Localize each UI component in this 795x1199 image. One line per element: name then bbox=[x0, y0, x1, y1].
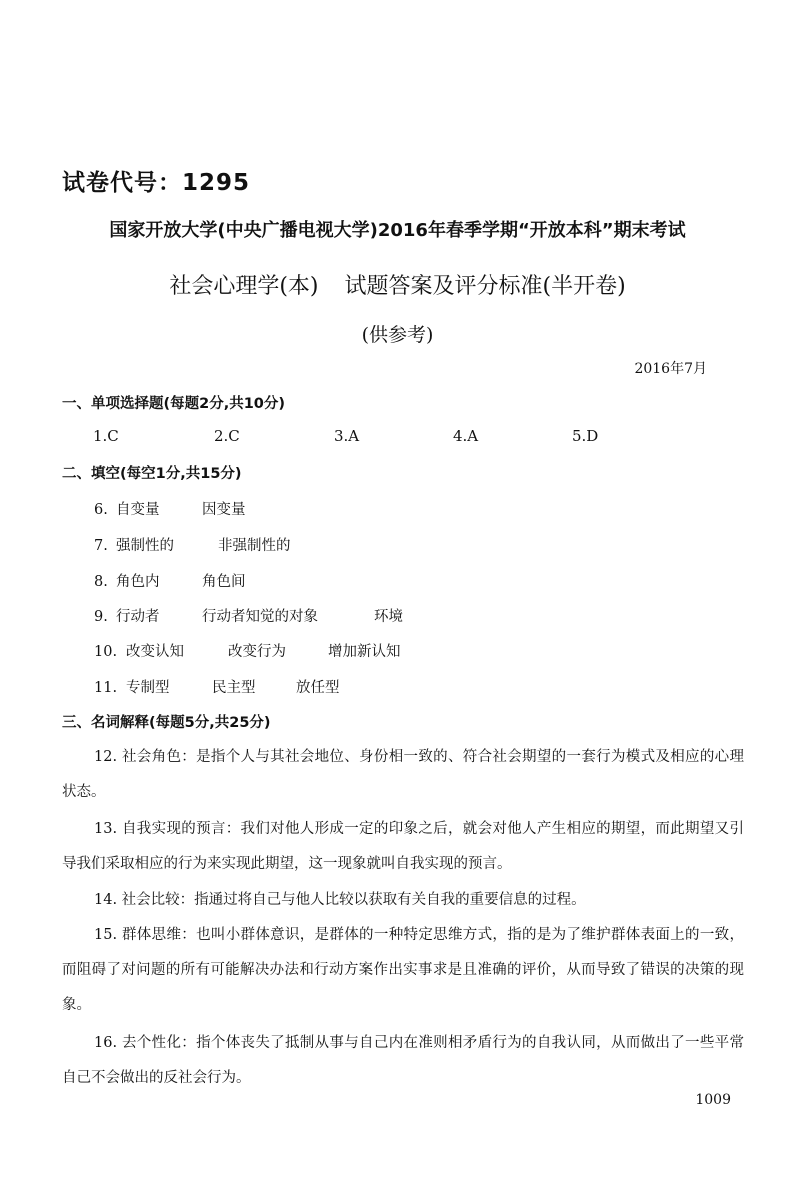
fill-item bbox=[94, 640, 401, 661]
item-number: 11. bbox=[94, 680, 118, 696]
reference-note: (供参考) bbox=[361, 324, 434, 346]
fill-answer: 自变量 bbox=[116, 502, 160, 518]
choice-answer: 1.C bbox=[93, 427, 119, 445]
fill-answer: 民主型 bbox=[212, 680, 256, 696]
choice-answer: 3.A bbox=[334, 427, 360, 445]
fill-answer: 角色间 bbox=[202, 574, 246, 590]
definition-item: 15. 群体思维：也叫小群体意识，是群体的一种特定思维方式，指的是为了维护群体表面上的一致，而阻碍了对问题的所有可能解决办法和行动方案作出实事求是且准确的评价，从而导致了错误的决策的现象。 bbox=[62, 927, 744, 1013]
fill-item bbox=[94, 570, 246, 591]
fill-answer: 行动者知觉的对象 bbox=[202, 609, 318, 625]
paper-code: 试卷代号：1295 bbox=[62, 170, 251, 196]
section-1-heading: 一、单项选择题(每题2分,共10分) bbox=[62, 396, 286, 412]
fill-answer: 强制性的 bbox=[116, 538, 174, 554]
section-3-heading: 三、名词解释(每题5分,共25分) bbox=[62, 715, 271, 731]
fill-answer: 角色内 bbox=[116, 574, 160, 590]
choice-answer: 4.A bbox=[453, 427, 479, 445]
item-number: 7. bbox=[94, 538, 108, 554]
item-number: 10. bbox=[94, 644, 118, 660]
definition-item: 13. 自我实现的预言：我们对他人形成一定的印象之后，就会对他人产生相应的期望，而此期望又引导我们采取相应的行为来实现此期望，这一现象就叫自我实现的预言。 bbox=[62, 821, 744, 872]
exam-date: 2016年7月 bbox=[634, 361, 707, 377]
item-number: 9. bbox=[94, 609, 108, 625]
fill-item bbox=[94, 498, 246, 519]
fill-answer: 因变量 bbox=[202, 502, 246, 518]
fill-answer: 改变行为 bbox=[228, 644, 286, 660]
definition-item: 14. 社会比较：指通过将自己与他人比较以获取有关自我的重要信息的过程。 bbox=[94, 892, 586, 908]
subject-name: 社会心理学(本) bbox=[169, 274, 319, 299]
choice-answer: 5.D bbox=[572, 427, 599, 445]
subject-title bbox=[0, 269, 795, 300]
definition-item: 16. 去个性化：指个体丧失了抵制从事与自己内在准则相矛盾行为的自我认同，从而做出了一些平常自己不会做出的反社会行为。 bbox=[62, 1035, 744, 1086]
choice-answers-row bbox=[93, 427, 653, 447]
fill-answer: 专制型 bbox=[126, 680, 170, 696]
item-number: 6. bbox=[94, 502, 108, 518]
fill-answer: 放任型 bbox=[296, 680, 340, 696]
fill-answer: 非强制性的 bbox=[218, 538, 291, 554]
page-number: 1009 bbox=[695, 1092, 731, 1108]
fill-answer: 环境 bbox=[374, 609, 403, 625]
exam-title: 国家开放大学(中央广播电视大学)2016年春季学期“开放本科”期末考试 bbox=[109, 220, 686, 241]
choice-answer: 2.C bbox=[214, 427, 240, 445]
definition-item: 12. 社会角色：是指个人与其社会地位、身份相一致的、符合社会期望的一套行为模式及相应的心理状态。 bbox=[62, 749, 744, 800]
section-2-heading: 二、填空(每空1分,共15分) bbox=[62, 466, 242, 482]
fill-answer: 改变认知 bbox=[126, 644, 184, 660]
item-number: 8. bbox=[94, 574, 108, 590]
fill-item bbox=[94, 605, 403, 626]
fill-item bbox=[94, 534, 291, 555]
fill-answer: 增加新认知 bbox=[328, 644, 401, 660]
fill-item bbox=[94, 676, 340, 697]
fill-answer: 行动者 bbox=[116, 609, 160, 625]
document-type: 试题答案及评分标准(半开卷) bbox=[344, 274, 626, 299]
